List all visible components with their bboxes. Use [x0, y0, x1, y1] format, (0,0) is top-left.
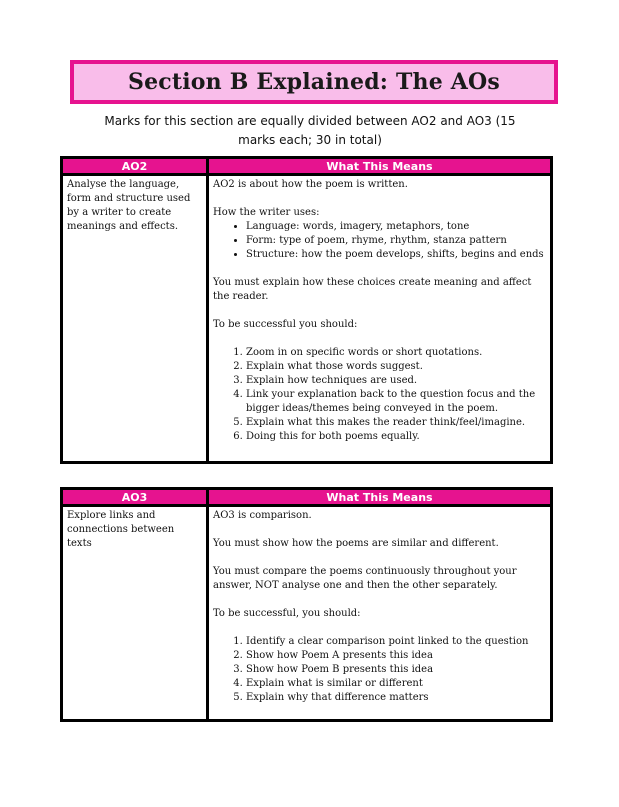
list-item: 2. Show how Poem A presents this idea	[246, 649, 546, 663]
ao3-success-label: To be successful, you should:	[213, 608, 361, 619]
list-item: 2. Explain what those words suggest.	[246, 360, 546, 374]
list-item: 4. Explain what is similar or different	[246, 677, 546, 691]
ao2-how-label: How the writer uses:	[213, 207, 320, 218]
list-item: 1. Identify a clear comparison point linked to the question	[246, 635, 546, 649]
ao2-bullet-list	[213, 220, 546, 262]
ao3-similar: You must show how the poems are similar and different.	[213, 538, 499, 549]
list-item: 5. Explain why that difference matters	[246, 691, 546, 705]
list-item: 5. Explain what this makes the reader think/feel/imagine.	[246, 416, 546, 430]
ao3-steps-list	[213, 635, 546, 705]
ao3-header-meaning: What This Means	[208, 489, 552, 506]
ao2-must-explain: You must explain how these choices create meaning and affect the reader.	[213, 277, 532, 302]
ao2-header-label: AO2	[62, 158, 208, 175]
ao2-description: Analyse the language, form and structure used by a writer to create meanings and effects.	[62, 175, 208, 463]
list-item: 6. Doing this for both poems equally.	[246, 430, 546, 444]
ao3-meaning-cell	[208, 506, 552, 721]
ao2-header-meaning: What This Means	[208, 158, 552, 175]
ao3-intro: AO3 is comparison.	[213, 510, 312, 521]
ao2-steps-list	[213, 346, 546, 444]
ao3-table	[60, 487, 553, 722]
list-item: • Language: words, imagery, metaphors, tone	[246, 220, 546, 234]
list-item: • Structure: how the poem develops, shifts, begins and ends	[246, 248, 546, 262]
list-item: 1. Zoom in on specific words or short quotations.	[246, 346, 546, 360]
ao2-meaning-cell	[208, 175, 552, 463]
list-item: 3. Explain how techniques are used.	[246, 374, 546, 388]
list-item: 3. Show how Poem B presents this idea	[246, 663, 546, 677]
list-item: 4. Link your explanation back to the question focus and the bigger ideas/themes being conveyed in the poem.	[246, 388, 546, 416]
list-item: • Form: type of poem, rhyme, rhythm, stanza pattern	[246, 234, 546, 248]
page-title: Section B Explained: The AOs	[127, 69, 501, 95]
ao2-intro: AO2 is about how the poem is written.	[213, 179, 408, 190]
ao3-header-label: AO3	[62, 489, 208, 506]
marks-subtitle: Marks for this section are equally divided between AO2 and AO3 (15 marks each; 30 in total)	[104, 114, 516, 147]
ao2-success-label: To be successful you should:	[213, 319, 358, 330]
ao2-table	[60, 156, 553, 464]
ao3-description: Explore links and connections between texts	[62, 506, 208, 721]
ao3-continuous: You must compare the poems continuously throughout your answer, NOT analyse one and then the other separately.	[213, 566, 517, 591]
title-banner	[70, 60, 558, 104]
